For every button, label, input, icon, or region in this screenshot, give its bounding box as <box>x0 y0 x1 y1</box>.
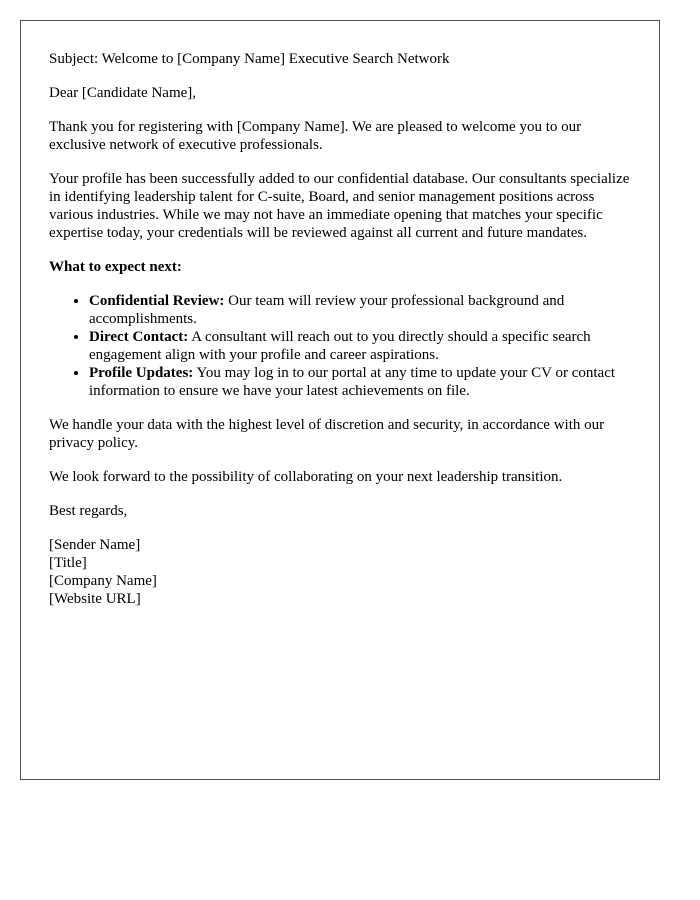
bullet-text: Our team will review your professional background and accomplishments. <box>89 293 565 327</box>
sender-website: [Website URL] <box>49 591 141 607</box>
sender-title: [Title] <box>49 555 87 571</box>
intro-paragraph: Thank you for registering with [Company Name]. We are pleased to welcome you to our exclusive network of executive professionals. <box>49 119 582 153</box>
bullet-text: A consultant will reach out to you directly should a specific search engagement align with your profile and career aspirations. <box>89 329 591 363</box>
sign-off: Best regards, <box>49 503 128 519</box>
bullet-text: You may log in to our portal at any time to update your CV or contact information to ensure we have your latest achievements on file. <box>89 365 616 399</box>
bullet-label: Profile Updates: <box>89 365 194 381</box>
bullet-label: Confidential Review: <box>89 293 225 309</box>
signature-block <box>49 536 631 608</box>
next-steps-heading: What to expect next: <box>49 259 182 275</box>
letter-subject: Subject: Welcome to [Company Name] Executive Search Network <box>49 51 450 67</box>
letter-document <box>20 20 660 780</box>
privacy-paragraph: We handle your data with the highest level of discretion and security, in accordance with our privacy policy. <box>49 417 605 451</box>
profile-paragraph: Your profile has been successfully added to our confidential database. Our consultants specialize in identifying leadership talent for C-suite, Board, and senior management positions across various industries. While we may not have an immediate opening that matches your specific expertise today, your credentials will be reviewed against all current and future mandates. <box>49 171 630 241</box>
bullet-label: Direct Contact: <box>89 329 189 345</box>
list-item <box>89 292 631 328</box>
letter-greeting: Dear [Candidate Name], <box>49 85 197 101</box>
next-steps-list <box>49 292 631 400</box>
sender-company: [Company Name] <box>49 573 157 589</box>
closing-paragraph: We look forward to the possibility of collaborating on your next leadership transition. <box>49 469 563 485</box>
sender-name: [Sender Name] <box>49 537 141 553</box>
list-item <box>89 328 631 364</box>
list-item <box>89 364 631 400</box>
